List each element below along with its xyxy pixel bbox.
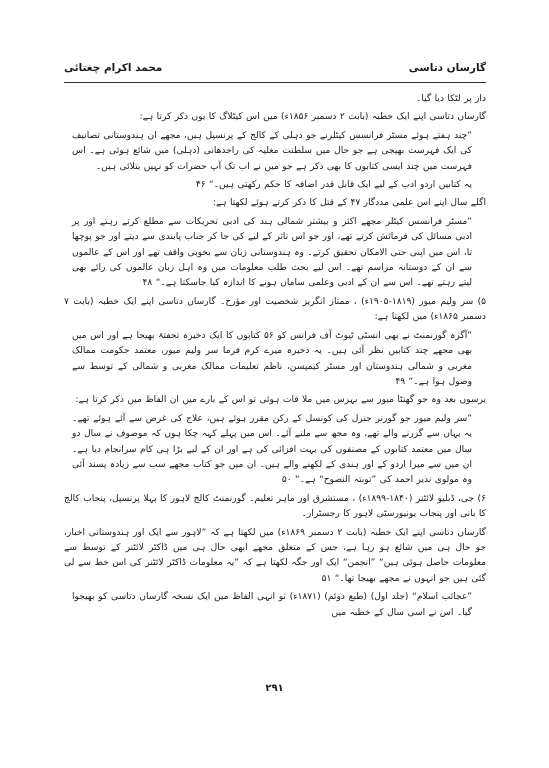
author-name: محمد اکرام چغتائی xyxy=(64,62,163,74)
paragraph: گارساں دتاسی اپنے ایک خطبہ (بابت ۲ دسمبر ۱۸۵۶ء) میں اس کیٹلاگ کا یوں ذکر کرتا ہے: xyxy=(139,112,486,123)
page-number: ۲۹۱ xyxy=(265,683,284,694)
quote-paragraph: ”چند ہفتے ہوئے مسٹر فرانسس کیٹلرنے جو دہلی کے کالج کے پرنسپل ہیں، مجھے ان ہندوستانی تصانیف کی ایک فہرست بھیجی ہے جو حال میں سلطنت مغلیہ کی راجدھانی (دہلی) میں شائع ہوئی ہے۔ اس فہرست میں چند ایسی کتابوں کا بھی ذکر ہے جو میں نے اب تک آپ حضرات کو نہیں بتلائی ہیں۔ xyxy=(72,130,472,172)
quote-paragraph: ”آگرہ گورنمنٹ نے بھی انسٹی ٹیوٹ آف فرانس کو ۵۶ کتابوں کا ایک ذخیرہ تحفتہً بھیجا ہے اور اس میں بھی مجھے چند کتابیں نظر آئی ہیں۔ یہ ذخیرہ میرے کرم فرما سر ولیم میور، معتمد حکومت ممالک مغربی و شمالی ہندوستان اور مسٹر کیمپسن، ناظم تعلیمات ممالک مغربی و شمالی کے توسط سے وصول ہوا ہے۔“ ۴۹ xyxy=(72,330,472,387)
paragraph: دار پر لٹکا دیا گیا۔ xyxy=(416,94,486,104)
quote-paragraph: یہ کتابیں اردو ادب کے لیے ایک قابل قدر اضافہ کا حکم رکھتی ہیں۔“ ۴۶ xyxy=(195,180,472,191)
paragraph: ۶) جی، ڈبلیو لائٹنر (۱۸۴۰-۱۸۹۹ء) ، مستشرق اور ماہر تعلیم۔ گورنمنٹ کالج لاہور کا پہلا پرنسپل، پنجاب کالج کا بانی اور پنجاب یونیورسٹی لاہور کا رجسٹرار۔ xyxy=(64,493,486,520)
running-title: گارساں دتاسی xyxy=(408,62,486,74)
paragraph: ۵) سر ولیم میور (۱۸۱۹-۱۹۰۵ء) ، ممتاز انگریز شخصیت اور مؤرخ۔ گارساں دتاسی اپنے ایک خطبہ (بابت ۷ دسمبر ۱۸۶۵ء) میں لکھتا ہے: xyxy=(64,296,486,323)
quote-paragraph: ”سر ولیم میور جو گورنر جنرل کی کونسل کے رکن مقرر ہوئے ہیں، علاج کی غرض سے آئے ہوئے تھے۔ یہ یہاں سے گزرنے والے تھے، وہ مجھ سے ملنے آئے۔ اس میں پہلے کہہ چکا ہوں کہ موصوف نے سال دو سال میں معتمد کتابوں کے مصنفوں کی بہت افزائی کی ہے اور ان کے لیے بڑا ہی کام سرانجام دیا ہے۔ ان میں سے میرا اردو کے اور ہندی کے لکھنے والے ہیں۔ ان میں جو کتاب مجھے سب سے زیادہ پسند آئی وہ مولوی نذیر احمد کی ”توبتہ النصوح“ ہے۔“ ۵۰ xyxy=(72,413,472,486)
page-body xyxy=(64,92,486,672)
paragraph: اگلے سال اپنے اس علمی مددگار ۴۷ کے قتل کا ذکر کرتے ہوئے لکھتا ہے: xyxy=(212,198,486,209)
quote-paragraph: ”عجائب اسلام“ (جلد اول) (طبع دوئم) (۱۸۷۱ء) تو انہی الفاظ میں ایک نسخہ گارساں دتاسی کو بھیجوا گیا۔ اس نے اسی سال کے خطبہ میں xyxy=(72,592,473,618)
quote-paragraph: ”مسٹر فرانسس کیٹلر مجھے اکثر و بیشتر شمالی ہند کی ادبی تحریکات سے مطلع کرتے رہتے اور پر ادبی مسائل کی فرمائش کرتے تھے، اور جو اس تاثر کے لیے کی جا کر جناب پابندی سے دیتے اور جو پوچھا تا، اس میں اپنی حتی الامکان تحقیق کرتے۔ وہ ہندوستانی زبان سے بخوبی واقف تھے اور اس کے عالموں سے ان کے دوستانہ مراسم تھے۔ اس لیے بحث طلب معلومات میں وہ اہل زبان عالموں کی رائے بھی لیتے رہتے تھے۔ اس سے ان کے ادبی وعلمی ساماں ہونے کا اندازہ کیا جاسکتا ہے۔“ ۴۸ xyxy=(72,216,472,289)
running-header xyxy=(64,62,486,80)
header-rule xyxy=(64,82,486,83)
paragraph: گارساں دتاسی اپنے ایک خطبہ (بابت ۲ دسمبر ۱۸۶۹ء) میں لکھتا ہے کہ ”لاہور سے ایک اور ہندوستانی اخبار، جو حال ہی میں شائع ہو رہا ہے، جس کے متعلق مجھے ابھی حال ہی میں ڈاکٹر لائٹنر کے توسط سے معلومات حاصل ہوئی ہیں“ ”انجمن“ ایک اور جگہ لکھتا ہے کہ ”یہ معلومات ڈاکٹر لائٹنر کی اس خط سے لی گئی ہیں جو انہوں نے مجھے بھیجا تھا۔“ ۵۱ xyxy=(64,527,486,584)
paragraph: برسوں بعد وہ جو گھنٹا میور سے بہرس میں ملا قات ہوئی تو اس کے بارے میں ان الفاظ میں ذکر کرتا ہے: xyxy=(75,395,486,406)
